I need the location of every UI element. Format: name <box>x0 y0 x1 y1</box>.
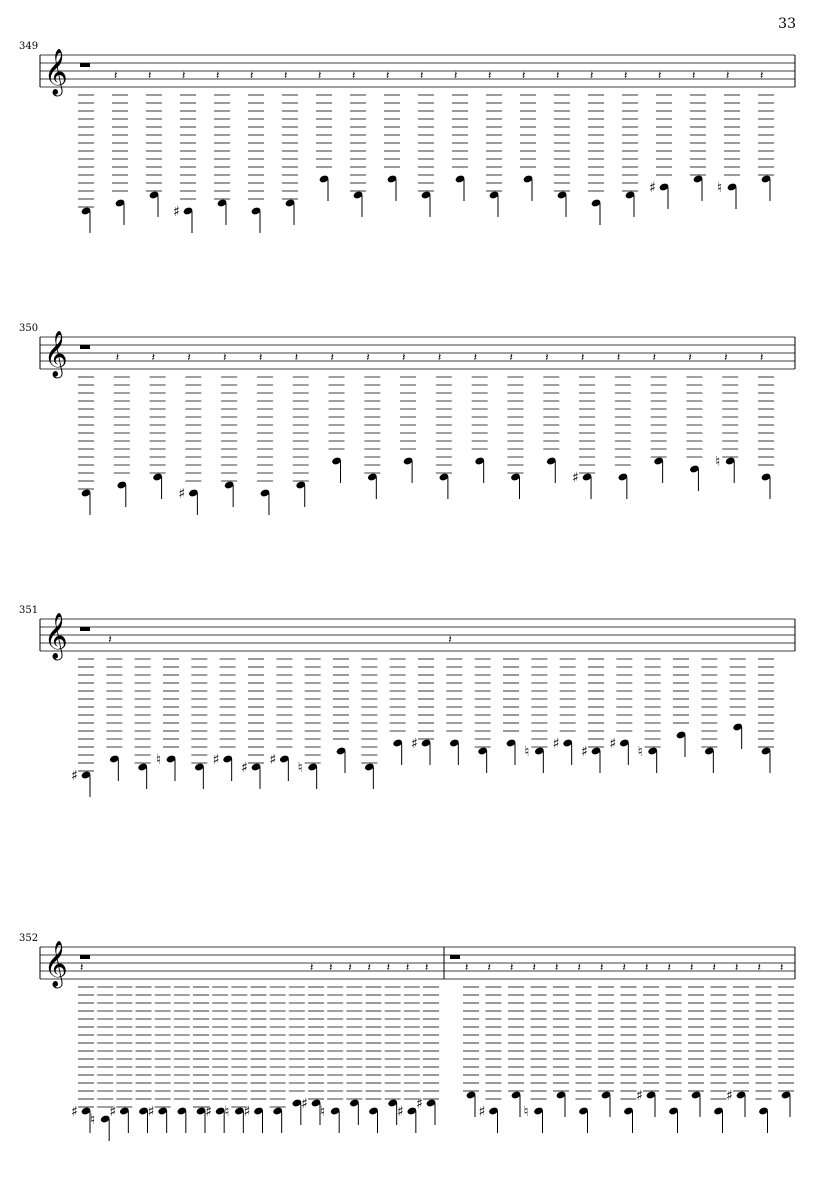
quarter-rest-icon: 𝄽 <box>148 69 152 82</box>
sharp-icon: ♯ <box>301 1096 308 1112</box>
quarter-rest-icon: 𝄽 <box>590 69 594 82</box>
natural-icon: ♮ <box>297 760 303 776</box>
sharp-icon: ♯ <box>572 470 579 486</box>
treble-clef-icon: 𝄞 <box>44 613 68 659</box>
quarter-rest-icon: 𝄽 <box>487 961 491 974</box>
treble-clef-icon: 𝄞 <box>44 49 68 95</box>
quarter-rest-icon: 𝄽 <box>402 351 406 364</box>
sharp-icon: ♯ <box>71 768 78 784</box>
system-351 <box>19 605 795 797</box>
quarter-rest-icon: 𝄽 <box>115 351 120 364</box>
quarter-rest-icon: 𝄽 <box>250 69 254 82</box>
quarter-rest-icon: 𝄽 <box>581 351 585 364</box>
sharp-icon: ♯ <box>241 760 248 776</box>
sharp-icon: ♯ <box>726 1088 733 1104</box>
quarter-rest-icon: 𝄽 <box>425 961 429 974</box>
quarter-rest-icon: 𝄽 <box>488 69 492 82</box>
sharp-icon: ♯ <box>147 1104 155 1120</box>
natural-icon: ♮ <box>224 1104 230 1120</box>
quarter-rest-icon: 𝄽 <box>187 351 191 364</box>
quarter-rest-icon: 𝄽 <box>532 961 536 974</box>
quarter-rest-icon: 𝄽 <box>294 351 299 364</box>
whole-rest <box>450 955 460 959</box>
sharp-icon: ♯ <box>609 736 617 752</box>
natural-icon: ♮ <box>717 180 723 196</box>
quarter-rest-icon: 𝄽 <box>690 961 694 974</box>
quarter-rest-icon: 𝄽 <box>692 69 696 82</box>
system-352 <box>19 933 795 1141</box>
sharp-icon: ♯ <box>71 1104 78 1120</box>
sharp-icon: ♯ <box>411 736 418 752</box>
quarter-rest-icon: 𝄽 <box>616 351 621 364</box>
quarter-rest-icon: 𝄽 <box>757 961 761 974</box>
quarter-rest-icon: 𝄽 <box>367 961 371 974</box>
quarter-rest-icon: 𝄽 <box>645 961 649 974</box>
quarter-rest-icon: 𝄽 <box>437 351 442 364</box>
quarter-rest-icon: 𝄽 <box>114 69 118 82</box>
quarter-rest-icon: 𝄽 <box>329 961 333 974</box>
quarter-rest-icon: 𝄽 <box>473 351 478 364</box>
whole-rest <box>80 63 90 67</box>
quarter-rest-icon: 𝄽 <box>652 351 657 364</box>
measure-number: 349 <box>19 41 39 52</box>
quarter-rest-icon: 𝄽 <box>348 961 352 974</box>
quarter-rest-icon: 𝄽 <box>624 69 628 82</box>
quarter-rest-icon: 𝄽 <box>405 961 410 974</box>
quarter-rest-icon: 𝄽 <box>310 961 314 974</box>
sharp-icon: ♯ <box>581 744 588 760</box>
quarter-rest-icon: 𝄽 <box>386 961 391 974</box>
quarter-rest-icon: 𝄽 <box>667 961 671 974</box>
natural-icon: ♮ <box>156 752 162 768</box>
page-number: 33 <box>778 16 796 32</box>
quarter-rest-icon: 𝄽 <box>522 69 526 82</box>
quarter-rest-icon: 𝄽 <box>318 69 322 82</box>
sharp-icon: ♯ <box>552 736 560 752</box>
quarter-rest-icon: 𝄽 <box>216 69 220 82</box>
sharp-icon: ♯ <box>173 204 180 220</box>
quarter-rest-icon: 𝄽 <box>724 351 728 364</box>
quarter-rest-icon: 𝄽 <box>284 69 288 82</box>
sharp-icon: ♯ <box>205 1104 212 1120</box>
natural-icon: ♮ <box>90 1112 96 1128</box>
measure-number: 350 <box>19 323 39 334</box>
measure-number: 351 <box>19 605 39 616</box>
quarter-rest-icon: 𝄽 <box>352 69 356 82</box>
sharp-icon: ♯ <box>478 1104 486 1120</box>
natural-icon: ♮ <box>637 744 643 760</box>
sharp-icon: ♯ <box>243 1104 251 1120</box>
sharp-icon: ♯ <box>212 752 220 768</box>
treble-clef-icon: 𝄞 <box>44 331 68 377</box>
natural-icon: ♮ <box>320 1104 326 1120</box>
quarter-rest-icon: 𝄽 <box>780 961 784 974</box>
quarter-rest-icon: 𝄽 <box>465 961 469 974</box>
sharp-icon: ♯ <box>396 1104 404 1120</box>
measure-number: 352 <box>19 933 39 944</box>
sharp-icon: ♯ <box>178 486 186 502</box>
quarter-rest-icon: 𝄽 <box>330 351 334 364</box>
sharp-icon: ♯ <box>269 752 277 768</box>
treble-clef-icon: 𝄞 <box>44 941 68 987</box>
quarter-rest-icon: 𝄽 <box>386 69 390 82</box>
quarter-rest-icon: 𝄽 <box>726 69 730 82</box>
sharp-icon: ♯ <box>416 1096 423 1112</box>
quarter-rest-icon: 𝄽 <box>555 961 559 974</box>
natural-icon: ♮ <box>523 1104 529 1120</box>
quarter-rest-icon: 𝄽 <box>600 961 604 974</box>
natural-icon: ♮ <box>715 454 721 470</box>
quarter-rest-icon: 𝄽 <box>735 961 739 974</box>
quarter-rest-icon: 𝄽 <box>258 351 263 364</box>
sharp-icon: ♯ <box>649 180 656 196</box>
quarter-rest-icon: 𝄽 <box>622 961 626 974</box>
quarter-rest-icon: 𝄽 <box>151 351 155 364</box>
quarter-rest-icon: 𝄽 <box>760 351 764 364</box>
quarter-rest-icon: 𝄽 <box>712 961 716 974</box>
quarter-rest-icon: 𝄽 <box>80 961 84 974</box>
whole-rest <box>80 627 90 631</box>
quarter-rest-icon: 𝄽 <box>577 961 581 974</box>
quarter-rest-icon: 𝄽 <box>420 69 424 82</box>
quarter-rest-icon: 𝄽 <box>366 351 370 364</box>
quarter-rest-icon: 𝄽 <box>658 69 662 82</box>
whole-rest <box>80 345 90 349</box>
quarter-rest-icon: 𝄽 <box>223 351 227 364</box>
sharp-icon: ♯ <box>636 1088 643 1104</box>
whole-rest <box>80 955 90 959</box>
natural-icon: ♮ <box>524 744 530 760</box>
quarter-rest-icon: 𝄽 <box>556 69 560 82</box>
quarter-rest-icon: 𝄽 <box>108 633 112 646</box>
quarter-rest-icon: 𝄽 <box>454 69 458 82</box>
quarter-rest-icon: 𝄽 <box>510 961 514 974</box>
quarter-rest-icon: 𝄽 <box>182 69 186 82</box>
quarter-rest-icon: 𝄽 <box>448 633 452 646</box>
system-350 <box>19 323 795 515</box>
sharp-icon: ♯ <box>109 1104 117 1120</box>
system-349 <box>19 41 795 233</box>
quarter-rest-icon: 𝄽 <box>545 351 549 364</box>
quarter-rest-icon: 𝄽 <box>688 351 692 364</box>
quarter-rest-icon: 𝄽 <box>760 69 764 82</box>
systems-layer <box>19 41 795 1141</box>
quarter-rest-icon: 𝄽 <box>509 351 513 364</box>
